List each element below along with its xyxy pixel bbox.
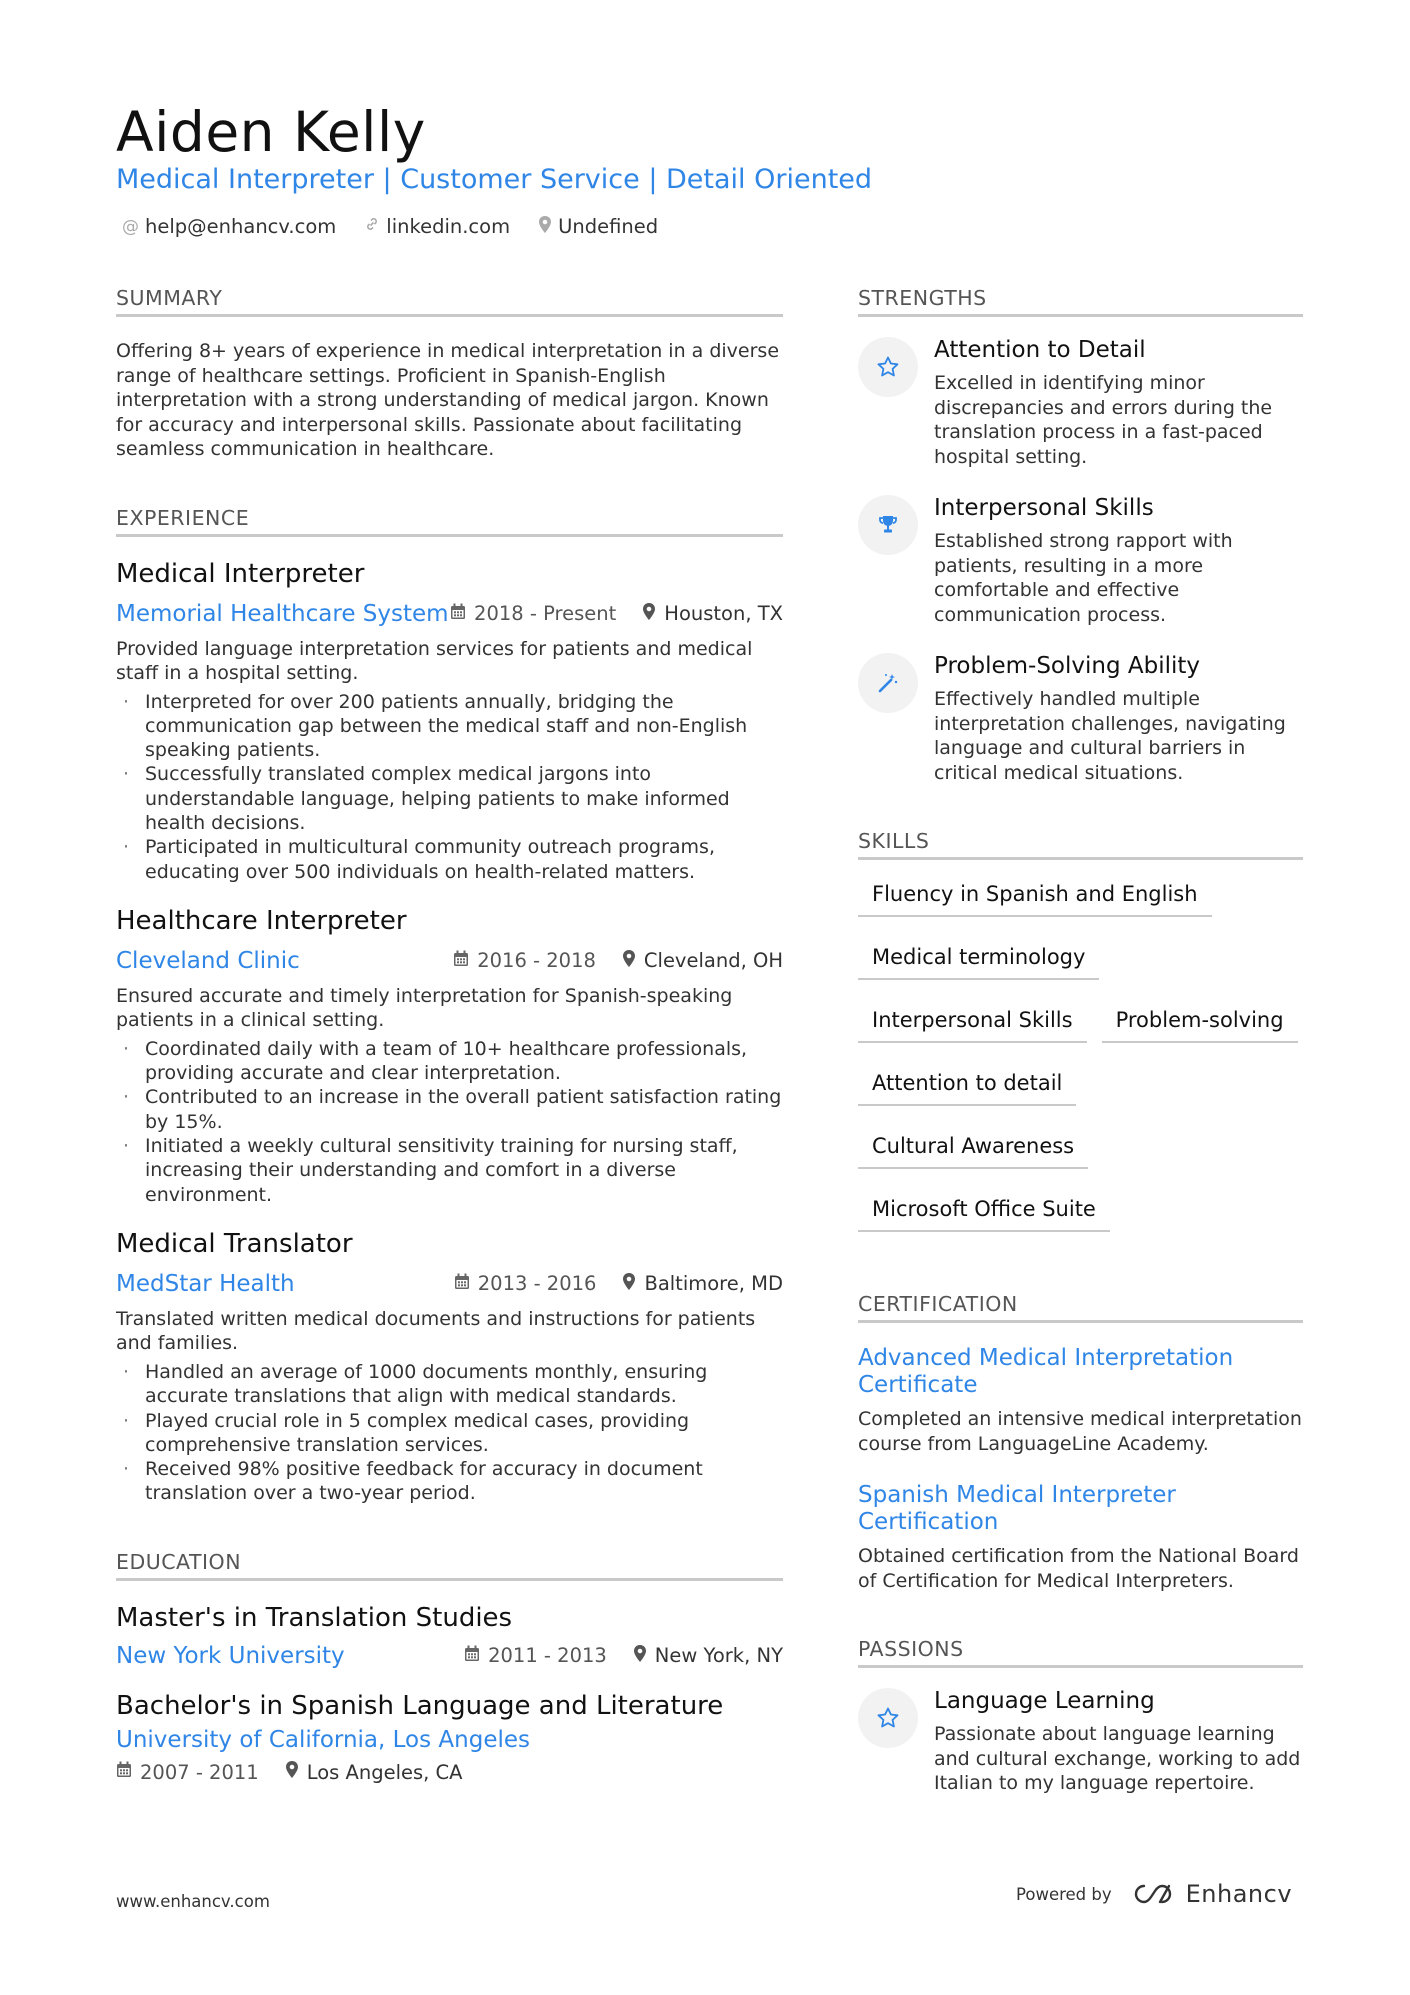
certification-item — [858, 1345, 1303, 1456]
at-icon: @ — [122, 216, 139, 237]
star-icon — [858, 337, 918, 397]
experience-bullets — [116, 690, 783, 884]
experience-company: Cleveland Clinic — [116, 947, 300, 974]
location-text: Los Angeles, CA — [306, 1760, 463, 1784]
strength-item — [858, 495, 1303, 627]
summary-text: Offering 8+ years of experience in medical interpretation in a diverse range of healthcare settings. Proficient in Spanish-English interpretation with a strong understanding of medical jargon. Known for accuracy and interpersonal skills. Passionate about facilitating seamless communication in healthcare. — [116, 340, 780, 460]
education-degree: Master's in Translation Studies — [116, 1602, 513, 1633]
experience-meta — [116, 948, 783, 974]
footer-branding — [1016, 1880, 1292, 1908]
strength-title: Attention to Detail — [934, 337, 1146, 363]
calendar-icon — [464, 1645, 480, 1667]
experience-bullets — [116, 1360, 783, 1506]
experience-role: Medical Interpreter — [116, 558, 365, 589]
education-meta-secondary — [116, 1761, 783, 1784]
left-column — [116, 286, 783, 1784]
education-dates — [116, 1761, 259, 1784]
contact-bar — [122, 215, 658, 238]
skill-tag: Microsoft Office Suite — [858, 1193, 1110, 1232]
powered-by-text: Powered by — [1016, 1884, 1112, 1904]
passion-title: Language Learning — [934, 1688, 1155, 1714]
experience-location — [622, 1272, 783, 1295]
experience-role: Medical Translator — [116, 1228, 353, 1259]
skills-list — [858, 878, 1303, 1232]
skill-tag: Problem-solving — [1102, 1004, 1298, 1043]
education-heading: EDUCATION — [116, 1550, 783, 1581]
map-pin-icon — [285, 1761, 299, 1783]
experience-description: Provided language interpretation services for patients and medical staff in a hospital setting. — [116, 637, 753, 684]
strength-title: Interpersonal Skills — [934, 495, 1154, 521]
experience-item — [116, 1229, 783, 1506]
skill-tag: Medical terminology — [858, 941, 1099, 980]
location-text: New York, NY — [654, 1644, 783, 1668]
candidate-name: Aiden Kelly — [116, 100, 426, 164]
experience-description: Translated written medical documents and instructions for patients and families. — [116, 1307, 756, 1355]
right-column — [858, 286, 1303, 1796]
calendar-icon — [453, 950, 469, 972]
education-meta — [116, 1643, 783, 1669]
experience-dates — [450, 602, 616, 625]
footer-website[interactable]: www.enhancv.com — [116, 1892, 270, 1911]
passions-heading: PASSIONS — [858, 1637, 1303, 1668]
brand-logo[interactable] — [1130, 1880, 1292, 1908]
trophy-icon — [858, 495, 918, 555]
bullet-item: · Coordinated daily with a team of 10+ healthcare professionals, providing accurate and clear interpretation. — [116, 1037, 783, 1086]
enhancv-logo-icon — [1130, 1881, 1176, 1907]
skill-tag: Interpersonal Skills — [858, 1004, 1087, 1043]
map-pin-icon — [642, 603, 656, 625]
strength-description: Effectively handled multiple interpretation challenges, navigating language and cultural barriers in critical medical situations. — [934, 688, 1286, 784]
passion-item — [858, 1688, 1303, 1796]
strength-item — [858, 337, 1303, 469]
map-pin-icon — [622, 950, 636, 972]
skill-tag: Cultural Awareness — [858, 1130, 1088, 1169]
strengths-heading: STRENGTHS — [858, 286, 1303, 317]
magic-wand-icon — [858, 653, 918, 713]
strength-description: Established strong rapport with patients, resulting in a more comfortable and effective communication process. — [934, 530, 1233, 626]
bullet-item: · Initiated a weekly cultural sensitivity training for nursing staff, increasing their understanding and comfort in a diverse environment. — [116, 1134, 783, 1207]
location-text: Baltimore, MD — [644, 1272, 783, 1296]
contact-linkedin[interactable] — [364, 215, 510, 238]
location-text: Cleveland, OH — [643, 949, 783, 973]
bullet-item: · Handled an average of 1000 documents monthly, ensuring accurate translations that align with medical standards. — [116, 1360, 783, 1409]
email-text: help@enhancv.com — [145, 215, 337, 238]
location-text: Houston, TX — [664, 602, 783, 625]
dates-text: 2007 - 2011 — [140, 1760, 259, 1784]
education-school: University of California, Los Angeles — [116, 1726, 531, 1753]
location-text: Undefined — [558, 215, 659, 238]
education-location — [633, 1644, 783, 1667]
calendar-icon — [450, 603, 466, 625]
strength-item — [858, 653, 1303, 785]
experience-location — [642, 602, 783, 625]
certification-description: Completed an intensive medical interpretation course from LanguageLine Academy. — [858, 1408, 1302, 1455]
skills-heading: SKILLS — [858, 829, 1303, 860]
education-item — [116, 1603, 783, 1669]
passion-description: Passionate about language learning and cultural exchange, working to add Italian to my language repertoire. — [934, 1723, 1301, 1794]
certification-heading: CERTIFICATION — [858, 1292, 1303, 1323]
map-pin-icon — [622, 1273, 636, 1295]
dates-text: 2016 - 2018 — [477, 949, 596, 973]
experience-company: Memorial Healthcare System — [116, 600, 449, 627]
linkedin-text: linkedin.com — [386, 215, 511, 238]
dates-text: 2011 - 2013 — [488, 1644, 607, 1668]
experience-meta — [116, 601, 783, 627]
education-dates — [464, 1644, 607, 1667]
skill-tag: Fluency in Spanish and English — [858, 878, 1212, 917]
experience-bullets — [116, 1037, 783, 1207]
bullet-item: · Participated in multicultural community outreach programs, educating over 500 individuals on health-related matters. — [116, 835, 783, 884]
experience-role: Healthcare Interpreter — [116, 905, 407, 936]
education-degree: Bachelor's in Spanish Language and Literature — [116, 1690, 724, 1721]
experience-location — [622, 949, 783, 972]
education-meta — [116, 1727, 783, 1753]
dates-text: 2013 - 2016 — [477, 1272, 597, 1296]
skill-tag: Attention to detail — [858, 1067, 1076, 1106]
map-pin-icon — [538, 216, 552, 238]
certification-description: Obtained certification from the National Board of Certification for Medical Interpreters. — [858, 1545, 1299, 1592]
dates-text: 2018 - Present — [474, 602, 617, 625]
experience-dates — [453, 949, 596, 972]
experience-meta — [116, 1271, 783, 1297]
contact-location — [538, 215, 658, 238]
link-icon — [364, 216, 380, 237]
education-location — [285, 1761, 463, 1784]
experience-company: MedStar Health — [116, 1270, 295, 1297]
brand-name: Enhancv — [1185, 1880, 1293, 1908]
calendar-icon — [116, 1761, 132, 1783]
experience-description: Ensured accurate and timely interpretation for Spanish-speaking patients in a clinical setting. — [116, 984, 733, 1032]
calendar-icon — [454, 1273, 470, 1295]
experience-dates — [454, 1272, 597, 1295]
education-item — [116, 1691, 783, 1784]
contact-email[interactable] — [122, 215, 336, 238]
experience-heading: EXPERIENCE — [116, 506, 783, 537]
bullet-item: · Interpreted for over 200 patients annually, bridging the communication gap between the medical staff and non-English speaking patients. — [116, 690, 783, 763]
certification-title: Spanish Medical Interpreter Certification — [858, 1482, 1176, 1535]
bullet-item: · Played crucial role in 5 complex medical cases, providing comprehensive translation services. — [116, 1409, 783, 1458]
strength-title: Problem-Solving Ability — [934, 653, 1201, 679]
experience-item — [116, 906, 783, 1207]
experience-item — [116, 559, 783, 884]
bullet-item: · Contributed to an increase in the overall patient satisfaction rating by 15%. — [116, 1085, 783, 1134]
map-pin-icon — [633, 1645, 647, 1667]
strength-description: Excelled in identifying minor discrepancies and errors during the translation process in a fast-paced hospital setting. — [934, 372, 1273, 468]
star-icon — [858, 1688, 918, 1748]
bullet-item: · Received 98% positive feedback for accuracy in document translation over a two-year period. — [116, 1457, 783, 1506]
candidate-tagline: Medical Interpreter | Customer Service | Detail Oriented — [116, 164, 873, 195]
certification-item — [858, 1482, 1303, 1593]
education-school: New York University — [116, 1642, 345, 1669]
bullet-item: · Successfully translated complex medical jargons into understandable language, helping patients to make informed health decisions. — [116, 762, 783, 835]
certification-title: Advanced Medical Interpretation Certificate — [858, 1345, 1234, 1398]
summary-heading: SUMMARY — [116, 286, 783, 317]
